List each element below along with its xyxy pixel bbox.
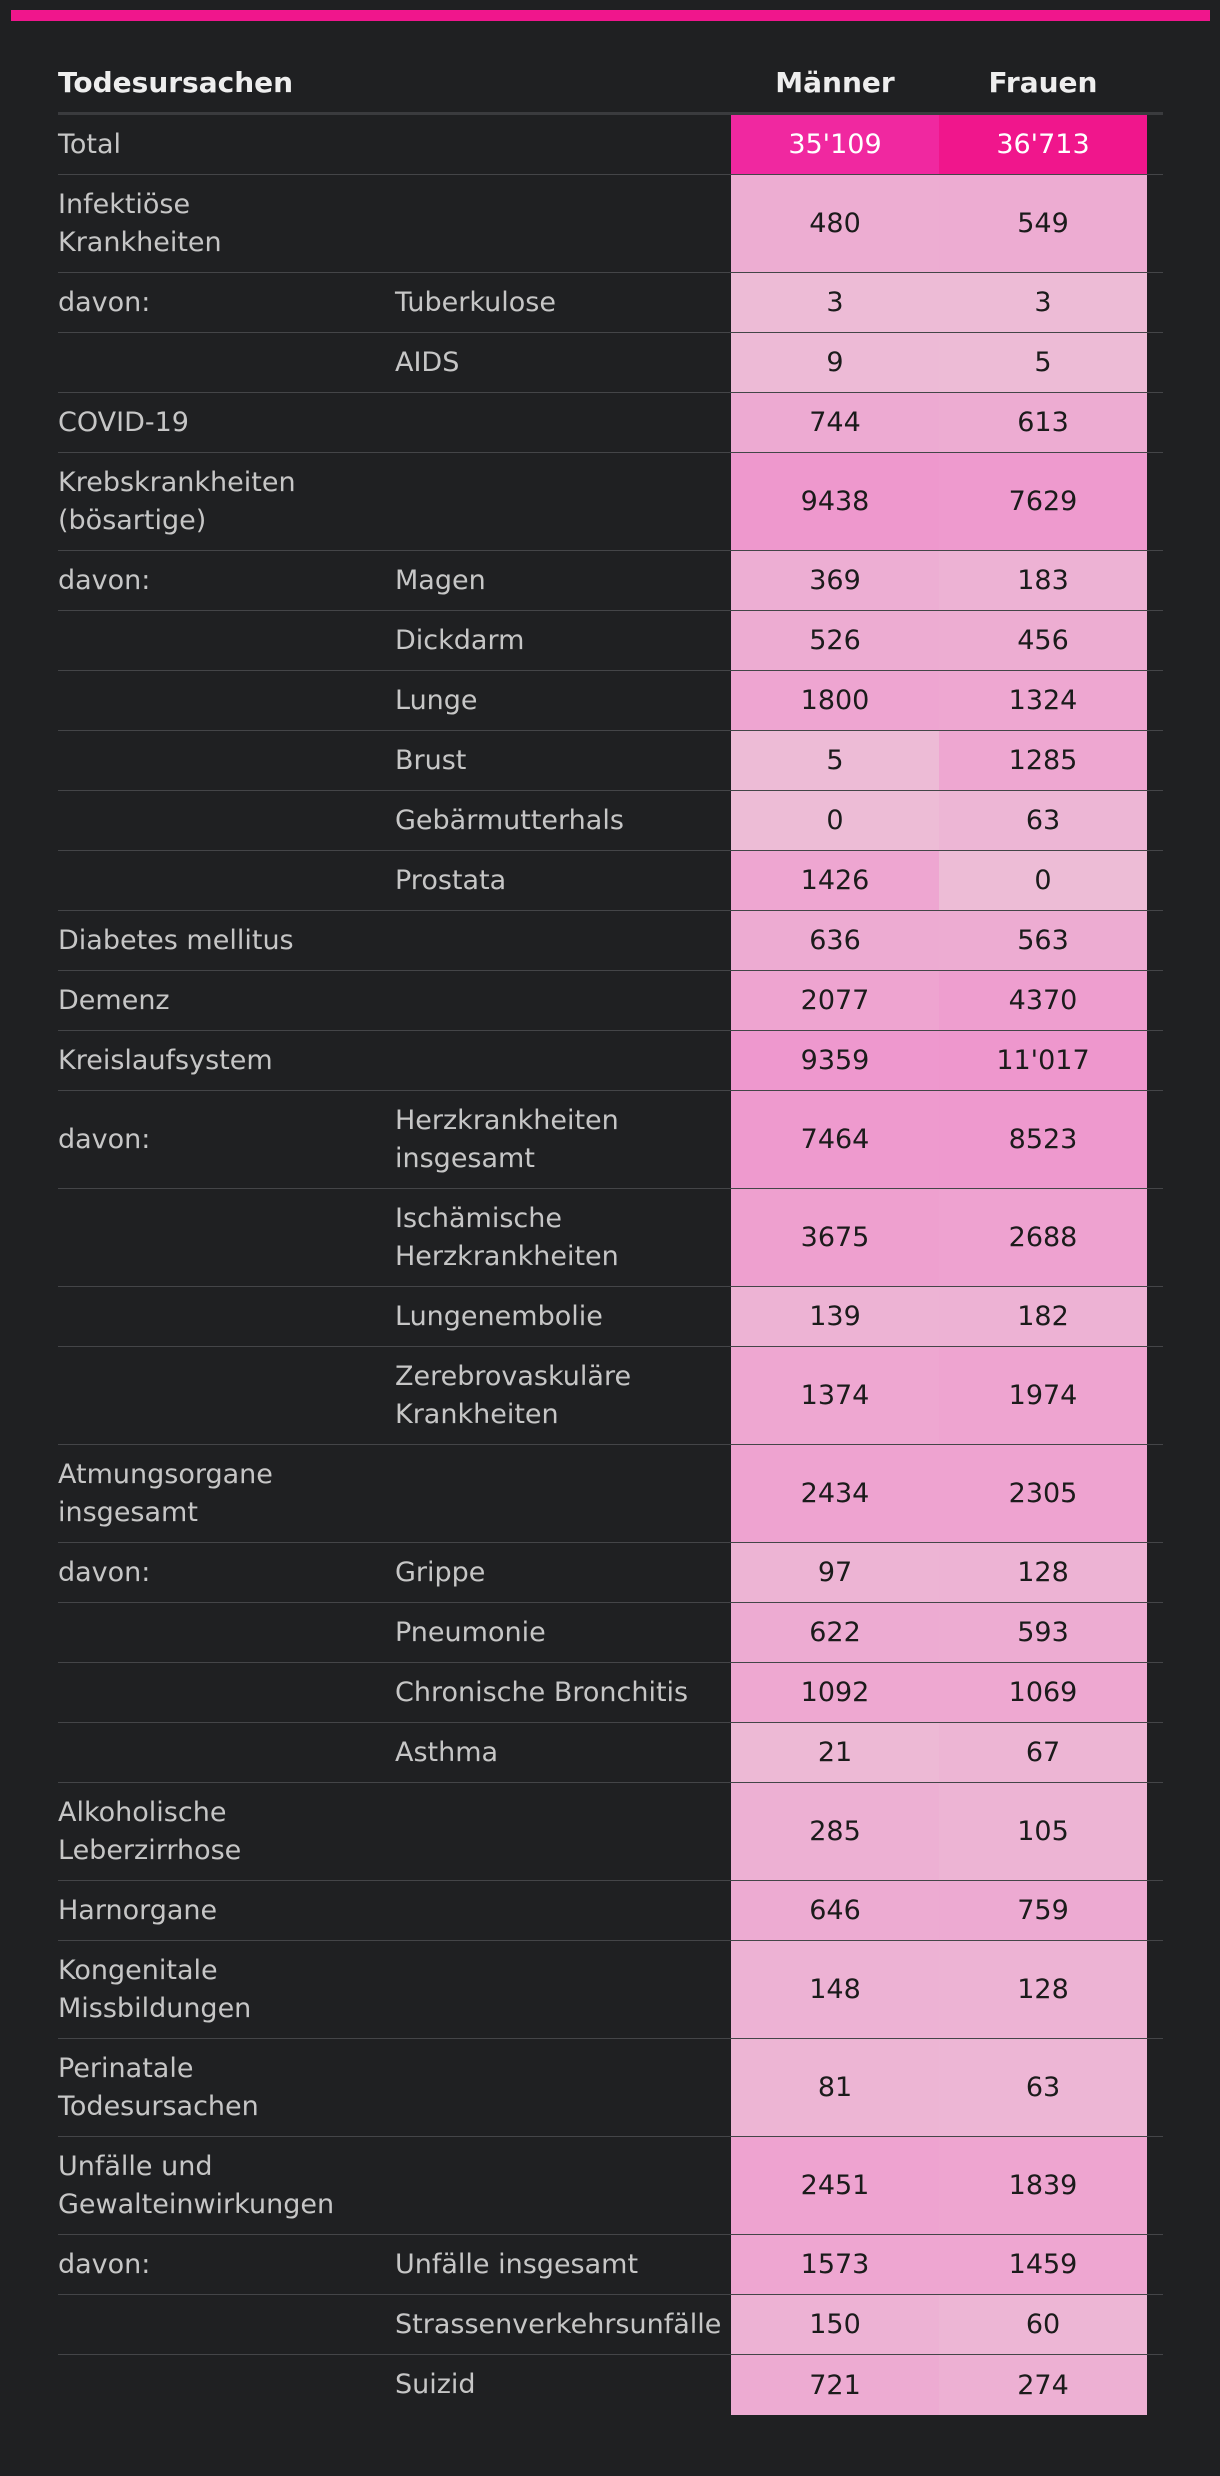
table-row [58, 333, 1163, 393]
table-row [58, 1347, 1163, 1445]
row-subcategory: Prostata [395, 864, 507, 896]
row-subcategory [395, 115, 731, 174]
table-row [58, 1783, 1163, 1881]
accent-bar [11, 10, 1210, 21]
cell-men: 622 [731, 1603, 939, 1662]
row-subcategory: Magen [395, 564, 486, 596]
cell-men: 480 [731, 175, 939, 272]
table-row [58, 2039, 1163, 2137]
row-category: Demenz [58, 984, 170, 1016]
cell-men: 7464 [731, 1091, 939, 1188]
table-row [58, 2235, 1163, 2295]
row-subcategory: Suizid [395, 2369, 476, 2400]
cell-men: 5 [731, 731, 939, 790]
table-row [58, 115, 1163, 175]
cell-women: 4370 [939, 971, 1147, 1030]
cell-women: 0 [939, 851, 1147, 910]
row-category: Atmungsorgane insgesamt [58, 1458, 273, 1528]
cell-men: 2077 [731, 971, 939, 1030]
row-subcategory [395, 971, 731, 1030]
row-category: Harnorgane [58, 1894, 218, 1926]
cell-men: 744 [731, 393, 939, 452]
cell-men: 150 [731, 2295, 939, 2354]
row-subcategory [318, 2137, 731, 2234]
cell-women: 63 [939, 791, 1147, 850]
row-subcategory [395, 393, 731, 452]
table-row [58, 1723, 1163, 1783]
cell-men: 636 [731, 911, 939, 970]
row-subcategory: Zerebrovaskuläre Krankheiten [395, 1360, 632, 1430]
row-subcategory [395, 1031, 731, 1090]
cell-men: 1800 [731, 671, 939, 730]
table-row [58, 175, 1163, 273]
cell-men: 0 [731, 791, 939, 850]
table-row [58, 851, 1163, 911]
row-subcategory: Strassenverkehrsunfälle [395, 2308, 722, 2340]
cell-women: 1839 [939, 2137, 1147, 2234]
cell-men: 526 [731, 611, 939, 670]
row-subcategory: Brust [395, 744, 467, 776]
row-subcategory [318, 2039, 731, 2136]
cell-men: 148 [731, 1941, 939, 2038]
header-women: Frauen [988, 65, 1098, 99]
header-cause: Todesursachen [58, 65, 294, 99]
row-subcategory [318, 1941, 731, 2038]
header-men: Männer [775, 65, 895, 99]
row-subcategory: Dickdarm [395, 624, 525, 656]
row-subcategory: Grippe [395, 1556, 486, 1588]
row-category: davon: [58, 564, 151, 596]
table-row [58, 611, 1163, 671]
table-row [58, 393, 1163, 453]
table-row [58, 1663, 1163, 1723]
table-row [58, 1941, 1163, 2039]
row-category: Krebskrankheiten (bösartige) [58, 466, 296, 536]
cell-women: 274 [939, 2355, 1147, 2415]
row-category: Kongenitale Missbildungen [58, 1954, 252, 2024]
row-category [58, 2355, 395, 2415]
row-subcategory: Chronische Bronchitis [395, 1676, 689, 1708]
row-category: Diabetes mellitus [58, 924, 294, 956]
cell-men: 21 [731, 1723, 939, 1782]
row-category: Kreislaufsystem [58, 1044, 273, 1076]
row-category: davon: [58, 286, 151, 318]
cell-men: 97 [731, 1543, 939, 1602]
cell-women: 60 [939, 2295, 1147, 2354]
row-subcategory [318, 911, 731, 970]
cell-women: 11'017 [939, 1031, 1147, 1090]
cell-women: 1459 [939, 2235, 1147, 2294]
row-category [58, 1663, 395, 1722]
cell-men: 81 [731, 2039, 939, 2136]
cell-men: 3 [731, 273, 939, 332]
cell-women: 182 [939, 1287, 1147, 1346]
row-subcategory: AIDS [395, 346, 460, 378]
cell-women: 63 [939, 2039, 1147, 2136]
table-row [58, 1287, 1163, 1347]
row-category [58, 1287, 395, 1346]
cell-men: 2451 [731, 2137, 939, 2234]
cell-men: 35'109 [731, 115, 939, 174]
cell-women: 1285 [939, 731, 1147, 790]
row-category [58, 611, 395, 670]
cell-men: 1374 [731, 1347, 939, 1444]
table-row [58, 1031, 1163, 1091]
cell-women: 456 [939, 611, 1147, 670]
cell-women: 36'713 [939, 115, 1147, 174]
row-category [58, 731, 395, 790]
table-row [58, 971, 1163, 1031]
cell-women: 128 [939, 1941, 1147, 2038]
cell-men: 285 [731, 1783, 939, 1880]
table-row [58, 273, 1163, 333]
cell-women: 183 [939, 551, 1147, 610]
cell-men: 9359 [731, 1031, 939, 1090]
row-subcategory [318, 453, 731, 550]
table-row [58, 671, 1163, 731]
table-row [58, 1189, 1163, 1287]
cell-women: 1324 [939, 671, 1147, 730]
row-category [58, 1603, 395, 1662]
row-category: Total [58, 128, 122, 160]
row-category [58, 1189, 395, 1286]
row-subcategory: Ischämische Herzkrankheiten [395, 1202, 619, 1272]
cell-women: 7629 [939, 453, 1147, 550]
cell-men: 3675 [731, 1189, 939, 1286]
row-category [58, 1723, 395, 1782]
row-subcategory: Unfälle insgesamt [395, 2248, 639, 2280]
row-category: Alkoholische Leberzirrhose [58, 1796, 242, 1866]
cell-women: 2305 [939, 1445, 1147, 1542]
row-category [58, 2295, 395, 2354]
row-category [58, 333, 395, 392]
row-subcategory: Asthma [395, 1736, 499, 1768]
table-row [58, 1543, 1163, 1603]
cell-men: 369 [731, 551, 939, 610]
cell-women: 593 [939, 1603, 1147, 1662]
row-category [58, 1347, 395, 1444]
cell-men: 139 [731, 1287, 939, 1346]
row-category: Infektiöse Krankheiten [58, 188, 222, 258]
row-subcategory: Lungenembolie [395, 1300, 603, 1332]
row-category: Unfälle und Gewalteinwirkungen [58, 2150, 335, 2220]
cell-women: 5 [939, 333, 1147, 392]
row-category [58, 791, 395, 850]
cell-women: 1069 [939, 1663, 1147, 1722]
cell-men: 9438 [731, 453, 939, 550]
cell-men: 2434 [731, 1445, 939, 1542]
row-subcategory [318, 1783, 731, 1880]
table-row [58, 791, 1163, 851]
row-subcategory: Tuberkulose [395, 286, 556, 318]
row-subcategory: Pneumonie [395, 1616, 546, 1648]
cell-women: 549 [939, 175, 1147, 272]
cell-women: 2688 [939, 1189, 1147, 1286]
row-category: Perinatale Todesursachen [58, 2052, 259, 2122]
table-row [58, 1603, 1163, 1663]
cell-women: 67 [939, 1723, 1147, 1782]
cell-women: 128 [939, 1543, 1147, 1602]
cell-men: 721 [731, 2355, 939, 2415]
cell-women: 105 [939, 1783, 1147, 1880]
table-row [58, 2355, 1163, 2415]
table-row [58, 2137, 1163, 2235]
row-category: davon: [58, 2248, 151, 2280]
cell-women: 759 [939, 1881, 1147, 1940]
table-header [58, 52, 1163, 115]
cell-women: 613 [939, 393, 1147, 452]
table-body [58, 115, 1163, 2415]
death-causes-table [58, 52, 1163, 2415]
cell-men: 1573 [731, 2235, 939, 2294]
cell-women: 563 [939, 911, 1147, 970]
row-category: davon: [58, 1556, 151, 1588]
cell-women: 3 [939, 273, 1147, 332]
table-row [58, 1881, 1163, 1941]
row-subcategory [318, 1445, 731, 1542]
table-row [58, 731, 1163, 791]
cell-women: 8523 [939, 1091, 1147, 1188]
table-row [58, 551, 1163, 611]
row-category [58, 671, 395, 730]
table-row [58, 453, 1163, 551]
table-row [58, 911, 1163, 971]
cell-men: 9 [731, 333, 939, 392]
cell-men: 1426 [731, 851, 939, 910]
table-row [58, 1445, 1163, 1543]
row-category: COVID-19 [58, 406, 189, 438]
table-row [58, 1091, 1163, 1189]
row-subcategory: Herzkrankheiten insgesamt [395, 1104, 619, 1174]
cell-men: 1092 [731, 1663, 939, 1722]
row-subcategory [318, 175, 731, 272]
cell-men: 646 [731, 1881, 939, 1940]
table-row [58, 2295, 1163, 2355]
row-category [58, 851, 395, 910]
row-subcategory [395, 1881, 731, 1940]
cell-women: 1974 [939, 1347, 1147, 1444]
row-subcategory: Lunge [395, 684, 478, 716]
row-category: davon: [58, 1123, 151, 1155]
row-subcategory: Gebärmutterhals [395, 804, 624, 836]
